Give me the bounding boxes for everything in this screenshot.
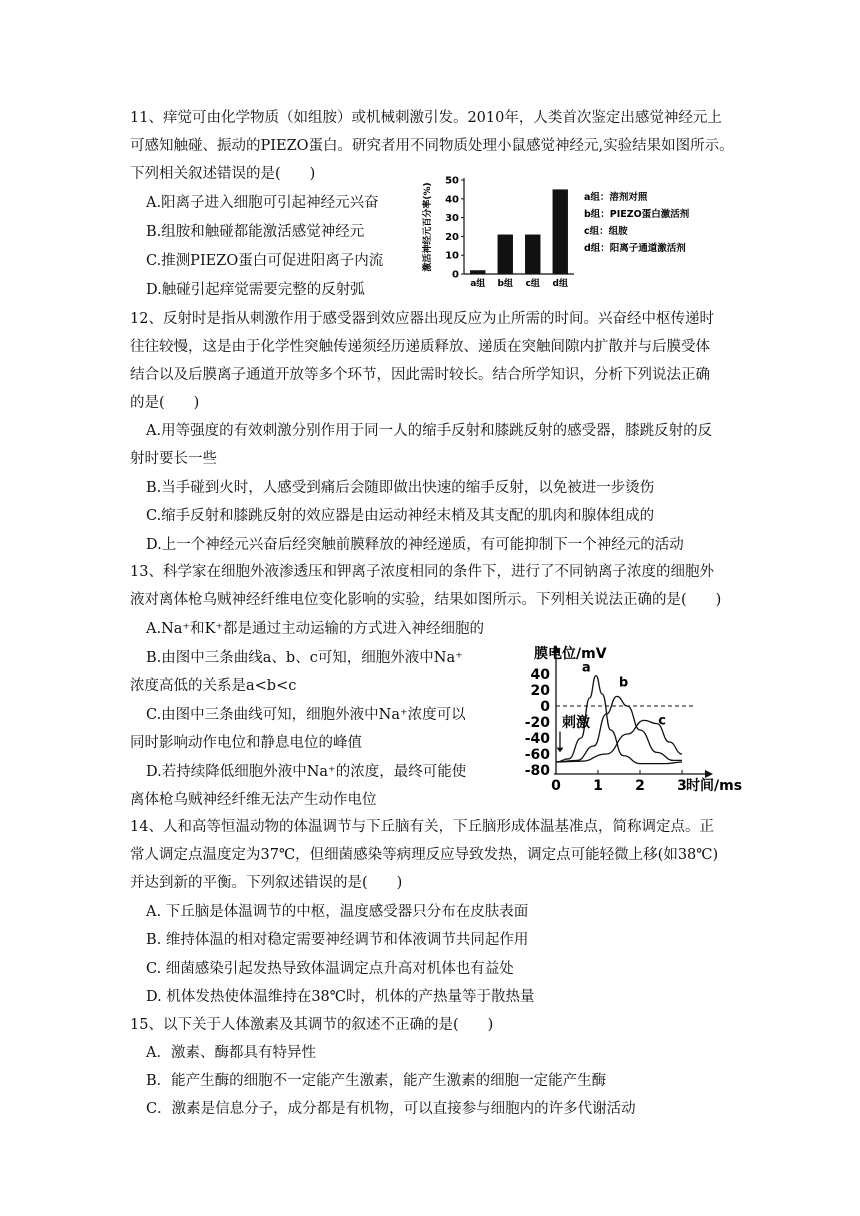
line-chart — [488, 636, 770, 798]
bar-chart — [418, 170, 764, 290]
line-chart-y-tick-label: 20 — [530, 683, 550, 699]
curve-label-b: b — [618, 675, 629, 691]
q11-option-d: D.触碰引起痒觉需要完整的反射弧 — [146, 282, 365, 298]
q15-stem: 15、以下关于人体激素及其调节的叙述不正确的是( ) — [130, 1017, 494, 1033]
bar-2 — [498, 235, 513, 274]
q12-option-d: D.上一个神经元兴奋后经突触前膜释放的神经递质，有可能抑制下一个神经元的活动 — [146, 537, 684, 553]
curve-label-c: c — [658, 713, 666, 729]
line-chart-y-tick-label: -80 — [524, 763, 550, 779]
line-chart-y-tick-label: 0 — [540, 699, 550, 715]
line-chart-x-tick-label: 3 — [677, 778, 687, 794]
bar-3 — [525, 235, 540, 274]
line-chart-y-axis-label: 膜电位/mV — [534, 646, 607, 662]
q12-option-a-line-1: A.用等强度的有效刺激分别作用于同一人的缩手反射和膝跳反射的感受器，膝跳反射的反 — [146, 423, 713, 439]
q15-option-c: C．激素是信息分子，成分都是有机物，可以直接参与细胞内的许多代谢活动 — [146, 1101, 636, 1117]
line-chart-figure — [488, 636, 770, 798]
q15-option-a: A．激素、酶都具有特异性 — [146, 1045, 316, 1061]
bar-chart-legend-entry: c组：组胺 — [584, 226, 628, 237]
line-chart-y-tick-label: -60 — [524, 747, 550, 763]
bar-chart-category-label: c组 — [525, 279, 540, 289]
q13-option-d-line-1: D.若持续降低细胞外液中Na⁺的浓度，最终可能使 — [146, 764, 467, 780]
q14-option-a: A. 下丘脑是体温调节的中枢，温度感受器只分布在皮肤表面 — [146, 904, 529, 920]
q11-option-c: C.推测PIEZO蛋白可促进阳离子内流 — [146, 253, 384, 269]
bar-chart-y-tick-label: 10 — [445, 250, 459, 262]
q13-stem-line-2: 液对离体枪乌贼神经纤维电位变化影响的实验，结果如图所示。下列相关说法正确的是( ) — [130, 592, 722, 608]
q12-option-a-line-2: 射时要长一些 — [130, 451, 217, 467]
q12-option-b: B.当手碰到火时，人感受到痛后会随即做出快速的缩手反射，以免被进一步烫伤 — [146, 480, 655, 496]
q13-option-b-line-1: B.由图中三条曲线a、b、c可知，细胞外液中Na⁺ — [146, 650, 463, 666]
q12-stem-line-1: 12、反射时是指从刺激作用于感受器到效应器出现反应为止所需的时间。兴奋经中枢传递时 — [130, 311, 714, 327]
bar-chart-category-label: d组 — [552, 279, 568, 289]
q12-stem-line-3: 结合以及后膜离子通道开放等多个环节，因此需时较长。结合所学知识，分析下列说法正确 — [130, 367, 710, 383]
q12-stem-line-4: 的是( ) — [130, 395, 200, 411]
q13-stem-line-1: 13、科学家在细胞外液渗透压和钾离子浓度相同的条件下，进行了不同钠离子浓度的细胞外 — [130, 564, 714, 580]
q13-option-b-line-2: 浓度高低的关系是a<b<c — [130, 678, 297, 694]
q11-stem-line-2: 可感知触碰、振动的PIEZO蛋白。研究者用不同物质处理小鼠感觉神经元,实验结果如图所示。 — [130, 138, 734, 154]
q12-stem-line-2: 往往较慢，这是由于化学性突触传递须经历递质释放、递质在突触间隙内扩散并与后膜受体 — [130, 339, 710, 355]
q13-option-c-line-2: 同时影响动作电位和静息电位的峰值 — [130, 735, 362, 751]
q11-option-b: B.组胺和触碰都能激活感觉神经元 — [146, 224, 365, 240]
bar-chart-category-label: a组 — [470, 279, 486, 289]
bar-chart-y-tick-label: 30 — [445, 213, 459, 225]
bar-chart-y-axis-label: 激活神经元百分率(%) — [423, 182, 433, 272]
bar-chart-legend-entry: b组：PIEZO蛋白激活剂 — [584, 209, 690, 220]
q14-stem-line-1: 14、人和高等恒温动物的体温调节与下丘脑有关，下丘脑形成体温基准点，简称调定点。正 — [130, 819, 714, 835]
bar-chart-legend-entry: a组：溶剂对照 — [584, 192, 648, 203]
stimulus-label: 刺激 — [562, 715, 590, 731]
line-chart-x-tick-label: 1 — [593, 778, 603, 794]
bar-chart-category-label: b组 — [497, 279, 513, 289]
q13-option-c-line-1: C.由图中三条曲线可知，细胞外液中Na⁺浓度可以 — [146, 707, 466, 723]
q13-option-d-line-2: 离体枪乌贼神经纤维无法产生动作电位 — [130, 792, 377, 808]
q11-option-a: A.阳离子进入细胞可引起神经元兴奋 — [146, 195, 379, 211]
bar-chart-y-tick-label: 20 — [445, 231, 459, 243]
bar-4 — [553, 189, 568, 274]
bar-chart-y-tick-label: 50 — [445, 175, 459, 187]
q11-stem-line-3: 下列相关叙述错误的是( ) — [130, 166, 316, 182]
bar-1 — [470, 270, 485, 274]
line-chart-y-tick-label: 40 — [530, 667, 550, 683]
bar-chart-legend-entry: d组：阳离子通道激活剂 — [584, 243, 686, 254]
line-chart-x-tick-label: 2 — [635, 778, 645, 794]
q14-option-d: D. 机体发热使体温维持在38℃时，机体的产热量等于散热量 — [146, 989, 535, 1005]
line-chart-y-tick-label: -20 — [524, 715, 550, 731]
stimulus-arrow-head — [557, 748, 564, 753]
q13-option-a: A.Na⁺和K⁺都是通过主动运输的方式进入神经细胞的 — [146, 621, 485, 637]
line-chart-y-tick-label: -40 — [524, 731, 550, 747]
q14-stem-line-2: 常人调定点温度定为37℃，但细菌感染等病理反应导致发热，调定点可能轻微上移(如38℃) — [130, 847, 719, 863]
q14-option-b: B. 维持体温的相对稳定需要神经调节和体液调节共同起作用 — [146, 932, 529, 948]
line-chart-x-tick-label: 0 — [551, 778, 561, 794]
line-chart-x-axis-label: 时间/ms — [686, 778, 743, 794]
curve-label-a: a — [581, 660, 591, 676]
q14-option-c: C. 细菌感染引起发热导致体温调定点升高对机体也有益处 — [146, 961, 514, 977]
bar-chart-figure — [418, 170, 764, 290]
bar-chart-y-tick-label: 40 — [445, 194, 459, 206]
q15-option-b: B．能产生酶的细胞不一定能产生激素，能产生激素的细胞一定能产生酶 — [146, 1073, 607, 1089]
q11-stem-line-1: 11、痒觉可由化学物质（如组胺）或机械刺激引发。2010年，人类首次鉴定出感觉神经元上 — [130, 110, 722, 126]
q14-stem-line-3: 并达到新的平衡。下列叙述错误的是( ) — [130, 875, 403, 891]
bar-chart-y-tick-label: 0 — [452, 269, 459, 281]
line-chart-x-axis-arrow — [705, 770, 713, 778]
q12-option-c: C.缩手反射和膝跳反射的效应器是由运动神经末梢及其支配的肌肉和腺体组成的 — [146, 508, 655, 524]
